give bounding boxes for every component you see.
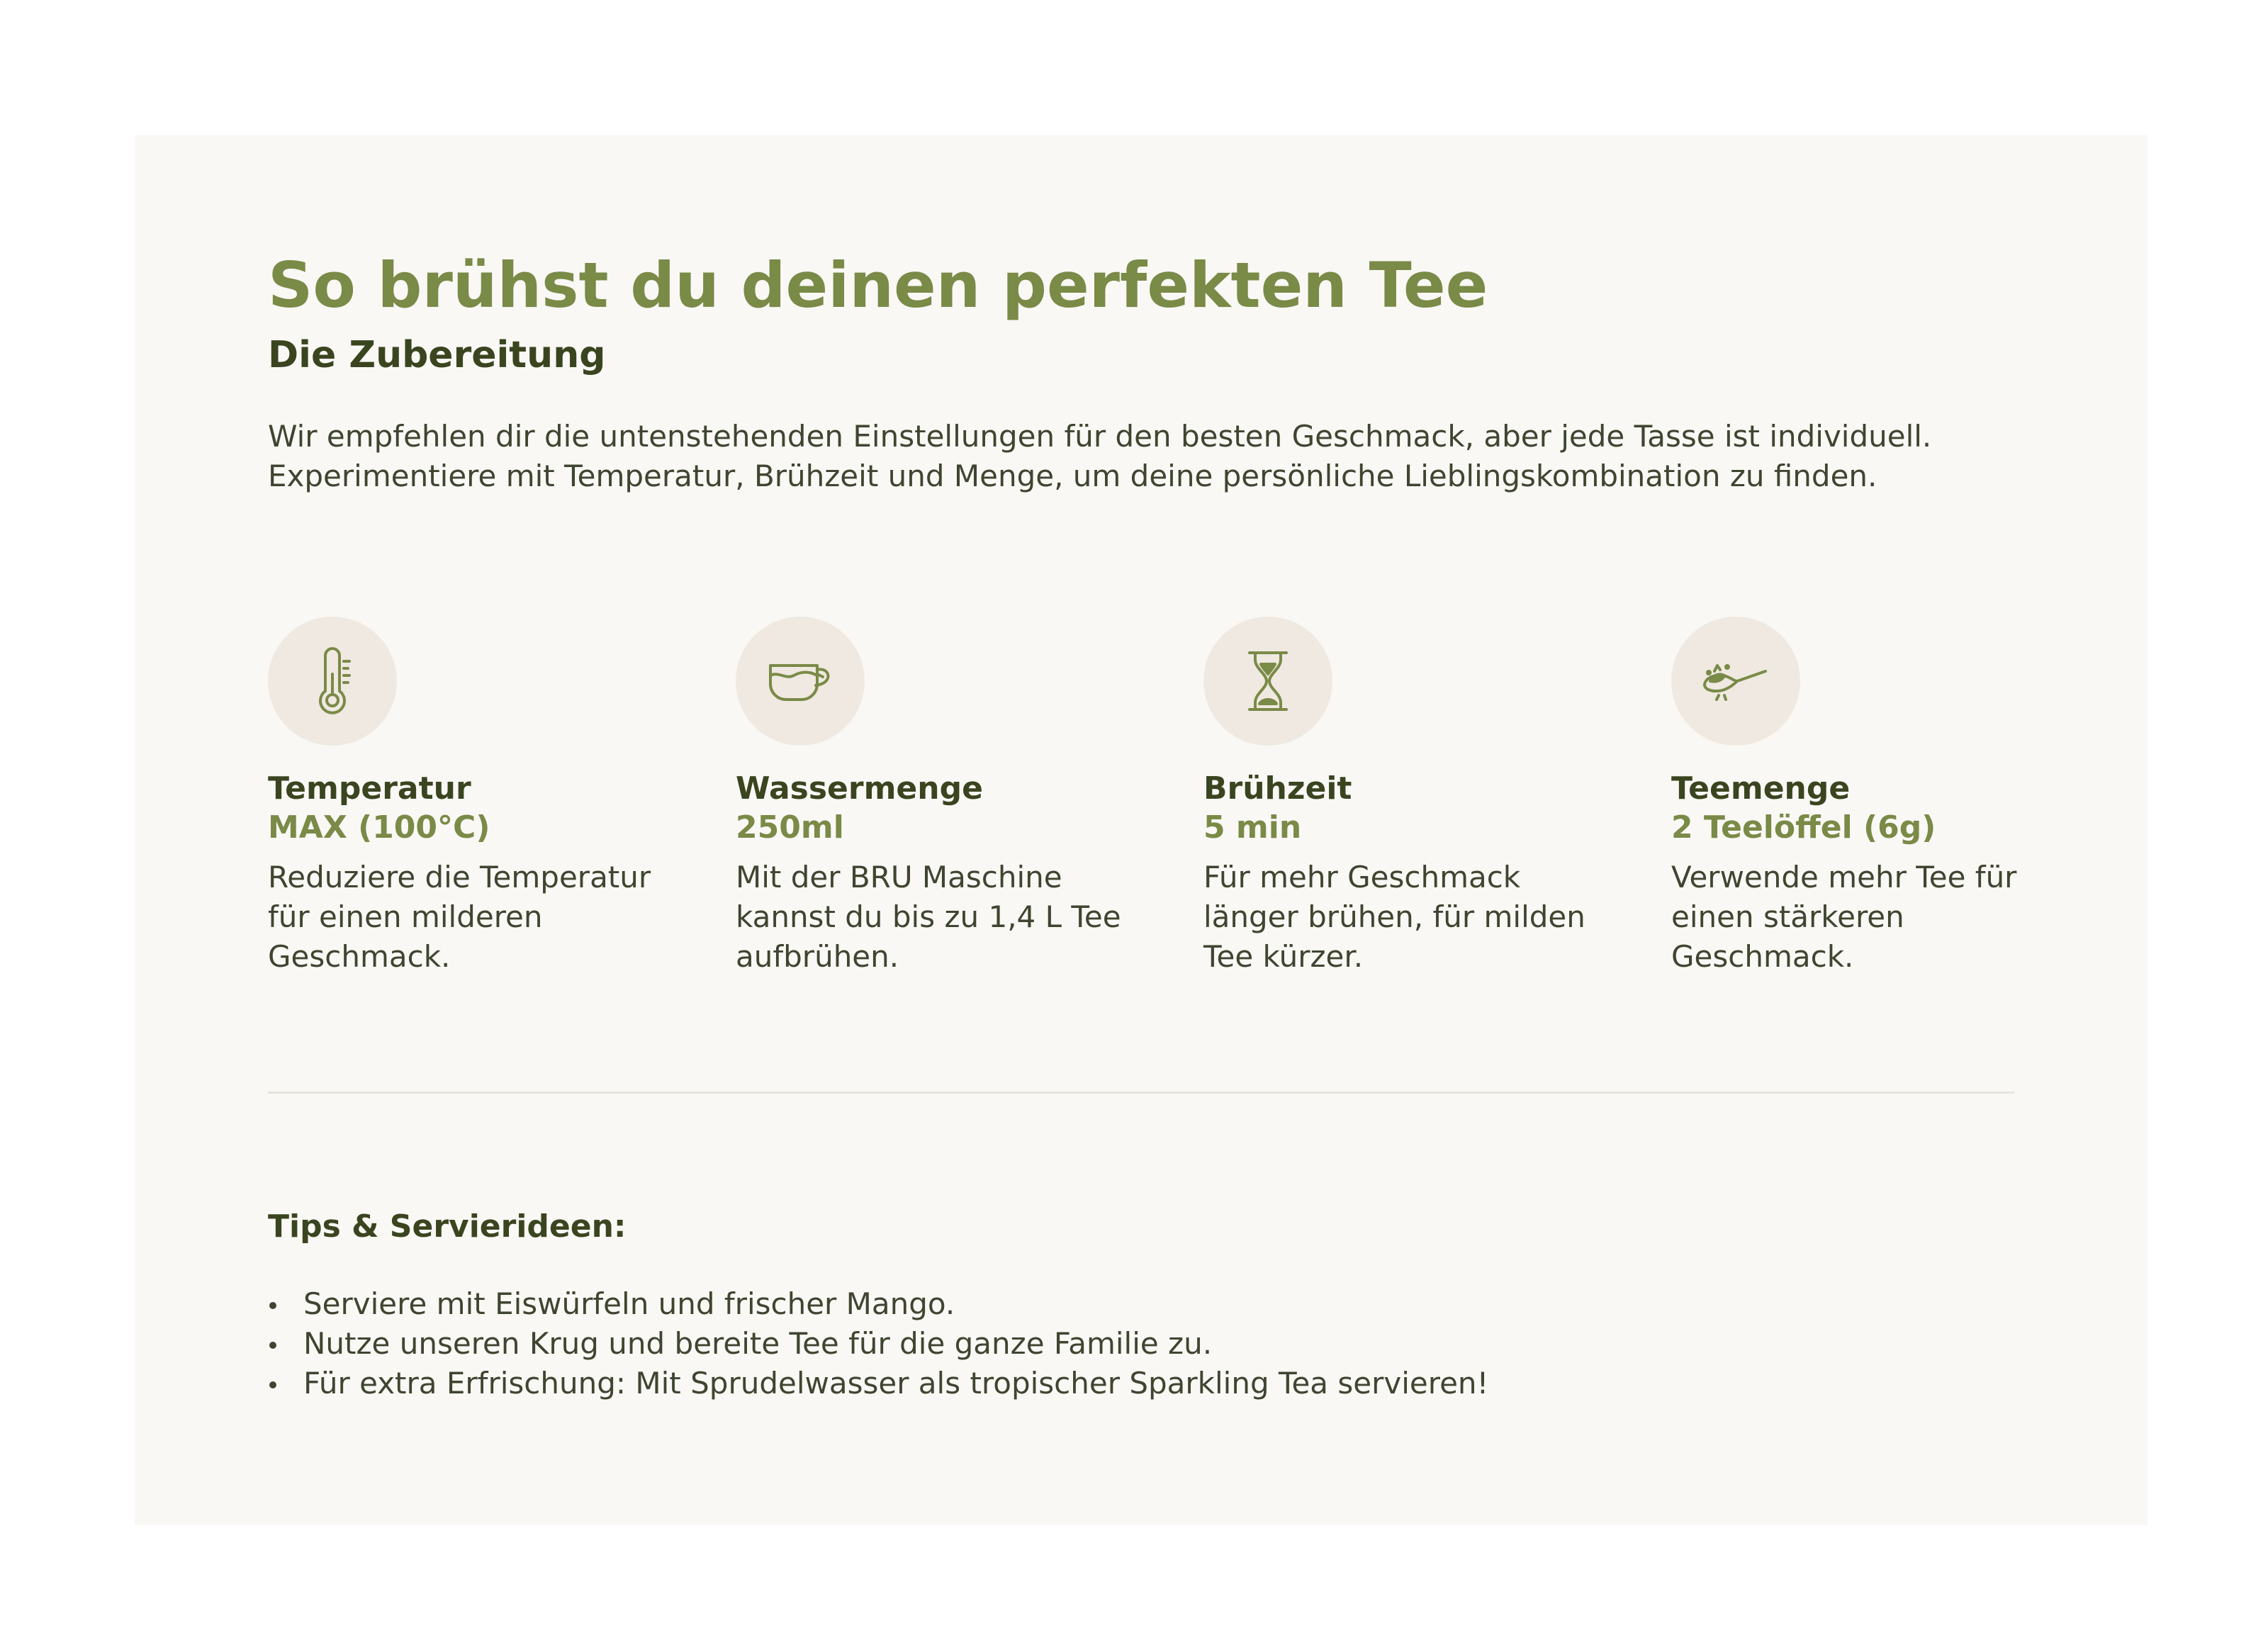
section-divider [268, 1091, 2014, 1094]
feature-value: MAX (100°C) [268, 809, 490, 846]
feature-value: 250ml [736, 809, 844, 846]
brewing-guide-card [135, 135, 2148, 1525]
page-title: So brühst du deinen perfekten Tee [268, 249, 1488, 322]
feature-brew-time [1203, 617, 1629, 974]
tips-title: Tips & Servierideen: [268, 1208, 627, 1245]
feature-value: 2 Teelöffel (6g) [1671, 809, 1936, 846]
feature-label: Brühzeit [1203, 770, 1352, 807]
feature-label: Temperatur [268, 770, 471, 807]
tip-item: Serviere mit Eiswürfeln und frischer Mango. [268, 1284, 2014, 1324]
spoon-icon [1671, 617, 1800, 746]
thermometer-icon [268, 617, 397, 746]
tip-item: Nutze unseren Krug und bereite Tee für die ganze Familie zu. [268, 1324, 2014, 1364]
feature-tea-amount [1671, 617, 2096, 974]
feature-water-amount [736, 617, 1161, 974]
feature-label: Teemenge [1671, 770, 1851, 807]
intro-paragraph: Wir empfehlen dir die untenstehenden Einstellungen für den besten Geschmack, aber jede Tasse ist individuell. Experimentiere mit Temperatur, Brühzeit und Menge, um deine persönliche Lieblingskombination zu finden. [268, 419, 1932, 493]
hourglass-icon [1203, 617, 1332, 746]
feature-description: Verwende mehr Tee für einen stärkeren Geschmack. [1671, 860, 2017, 974]
feature-description: Reduziere die Temperatur für einen milderen Geschmack. [268, 860, 651, 974]
feature-label: Wassermenge [736, 770, 983, 807]
feature-value: 5 min [1203, 809, 1302, 846]
feature-temperature [268, 617, 693, 974]
feature-description: Für mehr Geschmack länger brühen, für milden Tee kürzer. [1203, 860, 1585, 974]
tip-item: Für extra Erfrischung: Mit Sprudelwasser als tropischer Sparkling Tea servieren! [268, 1364, 2014, 1403]
page-subtitle: Die Zubereitung [268, 334, 606, 376]
brewing-settings [268, 617, 2017, 1014]
tips-list [268, 1284, 2014, 1403]
cup-icon [736, 617, 865, 746]
feature-description: Mit der BRU Maschine kannst du bis zu 1,4 L Tee aufbrühen. [736, 860, 1121, 974]
